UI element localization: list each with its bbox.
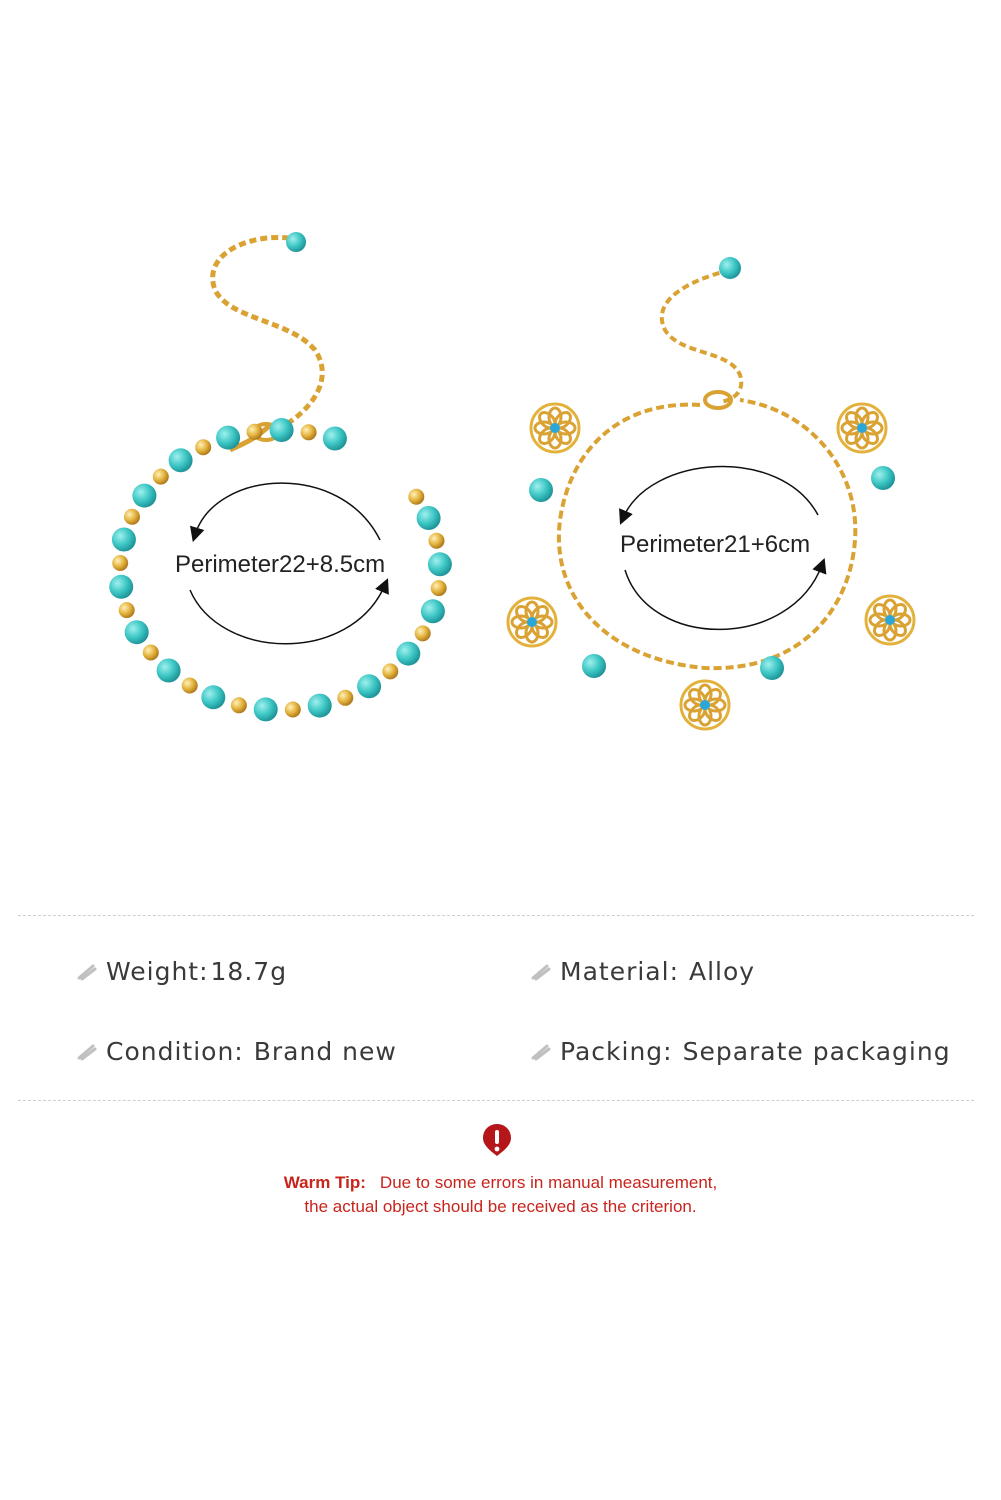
gold-bead: [408, 489, 424, 505]
warm-tip-title: Warm Tip:: [283, 1173, 366, 1192]
gold-bead: [247, 424, 263, 440]
flower-charm: [866, 596, 914, 644]
leaf-icon: [76, 1041, 98, 1063]
turquoise-bead: [308, 694, 332, 718]
divider-top: [18, 915, 974, 916]
spec-material: [530, 957, 755, 986]
leaf-icon: [76, 961, 98, 983]
spec-condition-value: Brand new: [253, 1037, 397, 1066]
spec-packing-value: Separate packaging: [682, 1037, 951, 1066]
turquoise-bead: [157, 659, 181, 683]
gold-bead: [195, 439, 211, 455]
gold-bead: [112, 555, 128, 571]
warm-tip-line2: the actual object should be received as the criterion.: [304, 1197, 697, 1216]
gold-bead: [124, 509, 140, 525]
divider-bottom: [18, 1100, 974, 1101]
spec-packing: [530, 1037, 951, 1066]
left-perimeter-label: Perimeter22+8.5cm: [175, 551, 386, 578]
gold-bead: [382, 663, 398, 679]
spec-weight: [76, 957, 287, 986]
gold-bead: [119, 602, 135, 618]
gold-bead: [415, 625, 431, 641]
turquoise-bead: [254, 697, 278, 721]
gold-bead: [429, 533, 445, 549]
turquoise-bead: [125, 620, 149, 644]
turquoise-bead: [216, 426, 240, 450]
gold-bead: [182, 678, 198, 694]
turquoise-bead: [323, 427, 347, 451]
turquoise-bead: [270, 418, 294, 442]
warning-icon: [480, 1122, 514, 1158]
spec-material-value: Alloy: [689, 957, 756, 986]
gold-bead: [431, 580, 447, 596]
turquoise-bead: [417, 506, 441, 530]
spec-packing-label: Packing:: [560, 1037, 673, 1066]
flower-charm: [838, 404, 886, 452]
turquoise-bead: [132, 484, 156, 508]
flower-charm: [508, 598, 556, 646]
turquoise-bead: [112, 528, 136, 552]
turquoise-bead: [396, 642, 420, 666]
leaf-icon: [530, 961, 552, 983]
turquoise-bead: [109, 575, 133, 599]
turquoise-bead: [582, 654, 606, 678]
spec-condition-label: Condition:: [106, 1037, 244, 1066]
turquoise-bead: [428, 552, 452, 576]
turquoise-bead: [871, 466, 895, 490]
turquoise-bead: [529, 478, 553, 502]
turquoise-bead: [169, 448, 193, 472]
spec-condition: [76, 1037, 397, 1066]
spec-weight-label: Weight:: [106, 957, 209, 986]
gold-bead: [231, 697, 247, 713]
left-bracelet: [109, 232, 452, 721]
right-perimeter-label: Perimeter21+6cm: [620, 531, 811, 558]
gold-bead: [143, 645, 159, 661]
warm-tip-text1: Due to some errors in manual measurement,: [379, 1173, 718, 1192]
spec-weight-value: 18.7g: [210, 957, 288, 986]
leaf-icon: [530, 1041, 552, 1063]
turquoise-bead: [201, 685, 225, 709]
gold-bead: [301, 424, 317, 440]
gold-bead: [285, 702, 301, 718]
turquoise-bead: [760, 656, 784, 680]
flower-charm: [681, 681, 729, 729]
turquoise-bead: [421, 599, 445, 623]
warm-tip-line1: [0, 1173, 1001, 1193]
right-bracelet: [508, 257, 914, 729]
gold-bead: [153, 469, 169, 485]
turquoise-bead: [357, 674, 381, 698]
flower-charm: [531, 404, 579, 452]
spec-material-label: Material:: [560, 957, 679, 986]
gold-bead: [337, 690, 353, 706]
